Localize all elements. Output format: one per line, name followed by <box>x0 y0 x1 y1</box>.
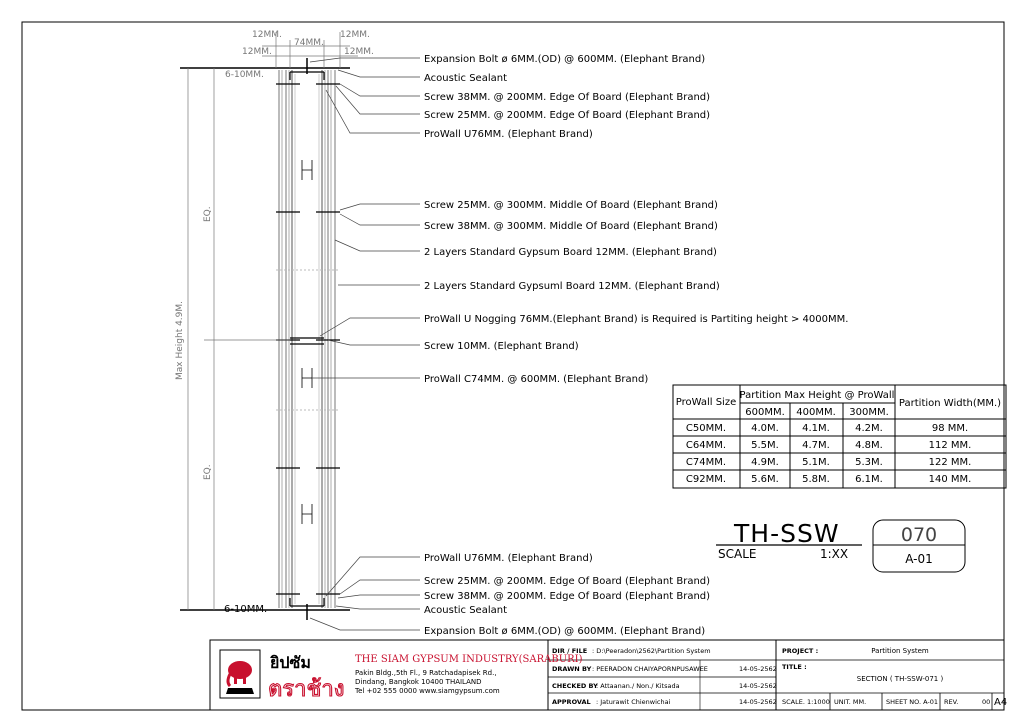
callout-label: ProWall U76MM. (Elephant Brand) <box>424 553 593 564</box>
table-cell: 122 MM. <box>928 457 972 468</box>
callout-label: ProWall U Nogging 76MM.(Elephant Brand) is Required is Partiting height > 4000MM. <box>424 314 849 325</box>
scale-value: 1:XX <box>820 547 849 561</box>
dir-label: DIR / FILE <box>552 647 588 655</box>
table-subheader: 400MM. <box>796 407 836 418</box>
company-address-1: Pakin Bldg.,5th Fl., 9 Ratchadapisek Rd., <box>355 669 497 677</box>
sheet-cell: SHEET NO. A-01 <box>886 698 939 706</box>
callout-label: Screw 25MM. @ 200MM. Edge Of Board (Elephant Brand) <box>424 576 711 587</box>
approval-label: APPROVAL <box>552 698 591 706</box>
company-thai-brand: ตราช้าง <box>268 677 345 702</box>
callout-label: ProWall U76MM. (Elephant Brand) <box>424 129 593 140</box>
unit-cell: UNIT. MM. <box>834 698 867 706</box>
approval-date: 14-05-2562 <box>739 698 777 706</box>
table-cell: 4.7M. <box>802 440 830 451</box>
approval-value: : Jaturawit Chienwichai <box>596 698 671 706</box>
elephant-logo-icon <box>220 650 260 698</box>
title-value: SECTION ( TH-SSW-071 ) <box>856 675 944 683</box>
table-cell: 4.1M. <box>802 423 830 434</box>
callout-label: Screw 38MM. @ 300MM. Middle Of Board (Elephant Brand) <box>424 221 718 232</box>
callout-label: 2 Layers Standard Gypsum Board 12MM. (Elephant Brand) <box>424 247 717 258</box>
dim-right-12-top: 12MM. <box>340 30 370 40</box>
table-cell: 4.2M. <box>855 423 883 434</box>
callout-label: Acoustic Sealant <box>424 605 507 616</box>
table-subheader: 300MM. <box>849 407 889 418</box>
checked-date: 14-05-2562 <box>739 682 777 690</box>
table-cell: 4.8M. <box>855 440 883 451</box>
table-subheader: 600MM. <box>745 407 785 418</box>
callout-label: Acoustic Sealant <box>424 73 507 84</box>
dim-74: 74MM. <box>294 38 324 48</box>
callout-label: 2 Layers Standard Gypsuml Board 12MM. (Elephant Brand) <box>424 281 720 292</box>
drawing-code: TH-SSW <box>734 519 840 548</box>
title-block <box>210 640 1007 710</box>
table-cell: 4.0M. <box>751 423 779 434</box>
table-cell: 5.5M. <box>751 440 779 451</box>
table-cell: 5.6M. <box>751 474 779 485</box>
table-header-size: ProWall Size <box>675 397 737 408</box>
project-value: Partition System <box>871 647 929 655</box>
dim-eq-bottom: EQ. <box>203 464 213 480</box>
callout-label: Screw 25MM. @ 300MM. Middle Of Board (Elephant Brand) <box>424 200 718 211</box>
checked-value: : Attaanan./ Non./ Kitsada <box>596 682 680 690</box>
dim-eq-top: EQ. <box>203 206 213 222</box>
dim-right-12-bottom: 12MM. <box>344 47 374 57</box>
drawn-value: : PEERADON CHAIYAPORNPUSAWEE <box>592 665 708 673</box>
dimension-lines <box>188 32 358 610</box>
callout-labels <box>424 54 848 637</box>
table-cell: 5.3M. <box>855 457 883 468</box>
table-cell: C74MM. <box>685 457 727 468</box>
wall-section <box>180 58 350 620</box>
callout-label: Screw 10MM. (Elephant Brand) <box>424 341 579 352</box>
callout-label: Screw 38MM. @ 200MM. Edge Of Board (Elephant Brand) <box>424 92 711 103</box>
drawn-label: DRAWN BY <box>552 665 592 673</box>
drawing-id <box>716 519 965 572</box>
spec-table <box>673 385 1006 488</box>
table-cell: C50MM. <box>685 423 727 434</box>
callout-leaders <box>310 58 420 630</box>
paper-size: A4 <box>994 697 1008 708</box>
callout-label: Expansion Bolt ø 6MM.(OD) @ 600MM. (Elephant Brand) <box>424 626 706 637</box>
rev-number: 00 <box>982 698 991 706</box>
company-thai-name: ยิปซัม <box>270 653 311 672</box>
table-cell: 5.1M. <box>802 457 830 468</box>
table-header-height: Partition Max Height @ ProWall <box>739 390 895 401</box>
table-header-width: Partition Width(MM.) <box>898 398 1002 409</box>
company-address-2: Dindang, Bangkok 10400 THAILAND <box>355 678 482 686</box>
table-cell: C64MM. <box>685 440 727 451</box>
dir-value: : D:\Peeradon\2562\Partition System <box>592 647 711 655</box>
rev-label: REV. <box>944 698 959 706</box>
dim-bottom-gap: 6-10MM. <box>224 604 268 615</box>
table-cell: 6.1M. <box>855 474 883 485</box>
dim-left-12-bottom: 12MM. <box>242 47 272 57</box>
table-cell: 112 MM. <box>928 440 972 451</box>
table-cell: 4.9M. <box>751 457 779 468</box>
company-tel: Tel +02 555 0000 www.siamgypsum.com <box>355 687 500 695</box>
callout-label: Screw 25MM. @ 200MM. Edge Of Board (Elephant Brand) <box>424 110 711 121</box>
callout-label: Screw 38MM. @ 200MM. Edge Of Board (Elephant Brand) <box>424 591 711 602</box>
table-cell: 5.8M. <box>802 474 830 485</box>
drawn-date: 14-05-2562 <box>739 665 777 673</box>
sheet-border <box>22 22 1004 710</box>
drawing-sheet-ref: A-01 <box>905 552 933 566</box>
company-name: THE SIAM GYPSUM INDUSTRY(SARABURI) <box>355 654 583 665</box>
dim-top-gap: 6-10MM. <box>225 70 264 80</box>
table-cell: 98 MM. <box>931 423 969 434</box>
drawing-number: 070 <box>900 524 938 546</box>
scale-cell: SCALE. 1:1000 <box>782 698 830 706</box>
callout-label: Expansion Bolt ø 6MM.(OD) @ 600MM. (Elephant Brand) <box>424 54 706 65</box>
scale-label: SCALE <box>718 547 757 561</box>
callout-label: ProWall C74MM. @ 600MM. (Elephant Brand) <box>424 374 649 385</box>
table-cell: C92MM. <box>685 474 727 485</box>
checked-label: CHECKED BY <box>552 682 598 690</box>
title-label: TITLE : <box>782 663 807 671</box>
table-cell: 140 MM. <box>928 474 972 485</box>
dim-left-12-top: 12MM. <box>252 30 282 40</box>
project-label: PROJECT : <box>782 647 819 655</box>
dim-max-height: Max Height 4.9M. <box>175 300 185 380</box>
